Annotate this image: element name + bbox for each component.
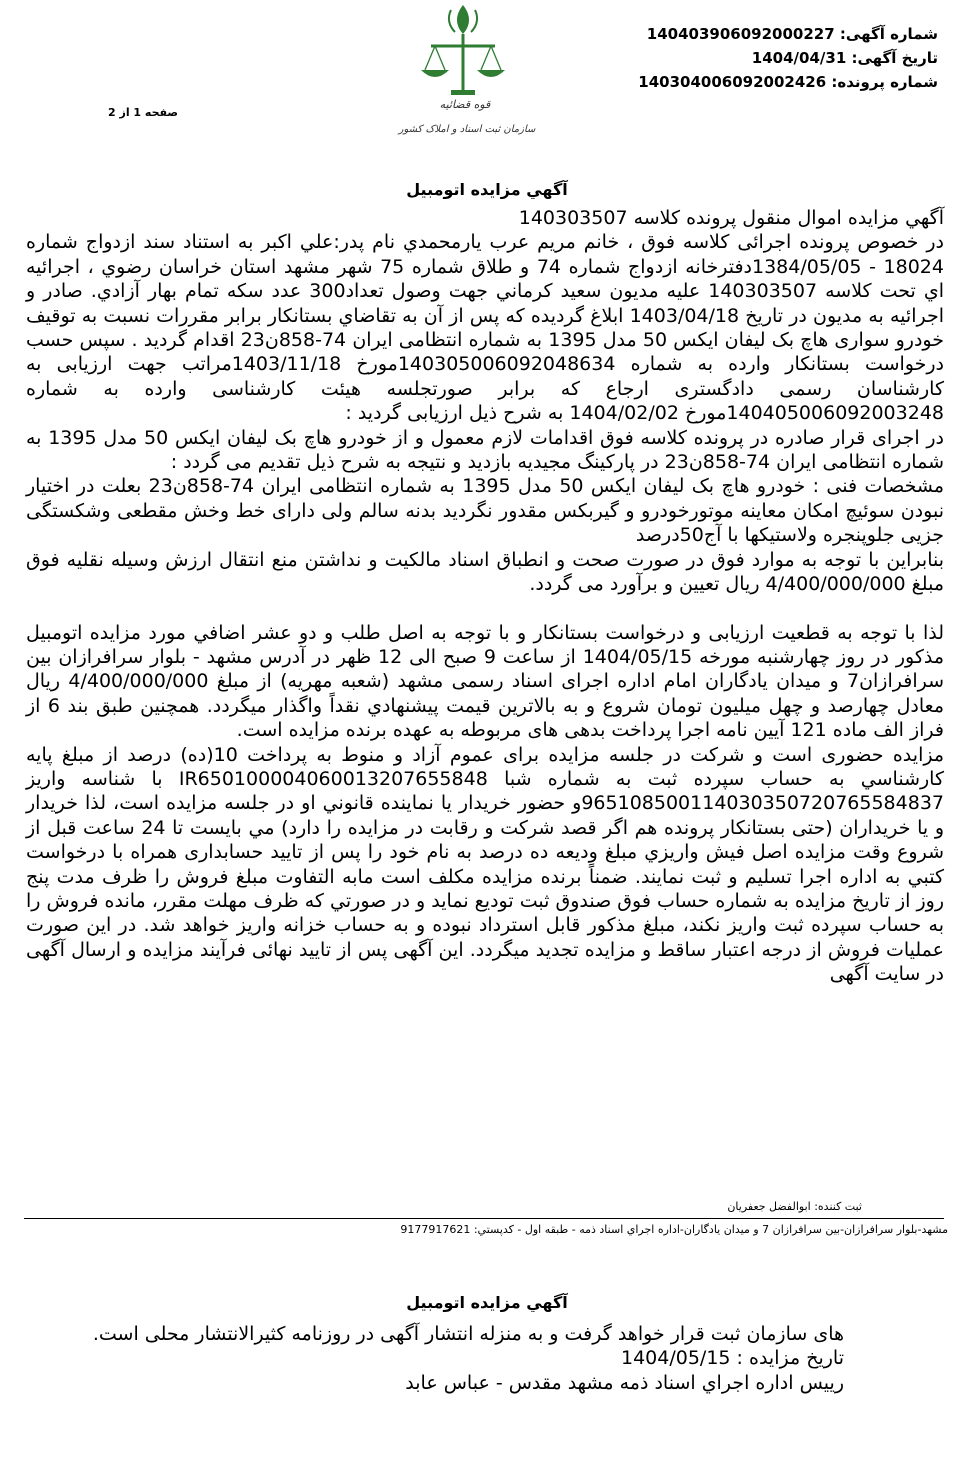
svg-text:سازمان ثبت اسناد و املاک کشور: سازمان ثبت اسناد و املاک کشور	[398, 124, 536, 135]
case-number-row	[638, 70, 938, 94]
tail-signature: رييس اداره اجراي اسناد ذمه مشهد مقدس - عباس عابد	[405, 1371, 844, 1394]
document-body	[26, 206, 944, 987]
judiciary-scales-emblem-icon	[385, 0, 555, 140]
case-number: 140304006092002426	[638, 73, 827, 91]
document-tail	[24, 1322, 844, 1395]
paragraph-case: در خصوص پرونده اجرائی کلاسه فوق ، خانم مريم عرب يارمحمدي نام پدر:علي اکبر به استناد سند ازدواج شماره 18024 - 1384/05/05دفترخانه ازدواج شماره 74 و طلاق شماره 75 شهر مشهد استان خراسان رضوي ، اجرائيه اي تحت کلاسه 140303507 عليه مديون سعيد کرماني جهت وصول تعداد300 عدد سکه تمام بهار آزادي. صادر و اجرائيه به مديون در تاريخ 1403/04/18 ابلاغ گرديده که پس از آن به تقاضاي بستانکار برابر مقررات نسبت به توقيف خودرو سواری هاچ بک ليفان ايکس 50 مدل 1395 به شماره انتظامی ايران 74-858ن23 اقدام گرديد . سپس حسب درخواست بستانکار وارده به شماره 140305006092048634مورخ 1403/11/18مراتب جهت ارزيابی به کارشناسان رسمی دادگستری ارجاع که برابر صورتجلسه هيئت کارشناسی وارده به شماره 140405006092003248مورخ 1404/02/02 به شرح ذيل ارزيابی گرديد :	[26, 231, 945, 425]
paragraph-intro: آگهي مزايده اموال منقول پرونده کلاسه 140303507	[518, 207, 944, 229]
paragraph-inspection: در اجرای قرار صادره در پرونده کلاسه فوق اقدامات لازم معمول و از خودرو هاچ بک ليفان ايکس 50 مدل 1395 به شماره انتظامی ايران 74-858ن23 در پارکينگ مجيديه بازديد و نتيجه به شرح ذيل تقديم می گردد :	[26, 426, 944, 474]
page-number: صفحه 1 از 2	[108, 106, 179, 119]
divider	[24, 1218, 944, 1219]
office-address: مشهد-بلوار سرافرازان-بين سرافرازان 7 و ميدان يادگاران-اداره اجراي اسناد ذمه - طبقه اول - کدپستي: 9177917621	[400, 1223, 948, 1236]
case-number-label: شماره پرونده:	[831, 73, 938, 91]
document-title-page2: آگهي مزايده اتومبيل	[406, 1293, 568, 1312]
paragraph-gap	[26, 597, 944, 621]
paragraph-specs: مشخصات فنی : خودرو هاچ بک ليفان ايکس 50 مدل 1395 به شماره انتظامی ايران 74-858ن23 بعلت در اختيار نبودن سوئيچ امکان معاينه موتورخودرو و گيربکس مقدور نگرديد بدنه سالم ولی دارای خط وخش مقطعی وشکستگی جزيی جلوپنجره ولاستيکها با آج50درصد	[26, 475, 944, 547]
tail-auction-date: تاريخ مزايده : 1404/05/15	[621, 1347, 844, 1370]
document-title: آگهي مزايده اتومبيل	[406, 180, 568, 199]
svg-text:قوه قضائیه: قوه قضائیه	[439, 98, 491, 111]
paragraph-valuation: بنابراين با توجه به موارد فوق در صورت صحت و انطباق اسناد مالکيت و نداشتن منع انتقال ارزش وسيله نقليه فوق مبلغ 4/400/000/000 ريال تعيين و برآورد می گردد.	[26, 548, 944, 596]
ad-date: 1404/04/31	[751, 49, 847, 67]
ad-meta	[638, 22, 938, 94]
ad-number-row	[638, 22, 938, 46]
ad-number: 140403906092000227	[646, 25, 835, 43]
ad-date-row	[638, 46, 938, 70]
ad-date-label: تاریخ آگهی:	[851, 49, 938, 67]
ad-number-label: شماره آگهی:	[839, 25, 938, 43]
paragraph-auction-date: لذا با توجه به قطعيت ارزيابی و درخواست بستانکار و با توجه به اصل طلب و دو عشر اضافي مورد مزايده اتومبيل مذکور در روز چهارشنبه مورخه 1404/05/15 از ساعت 9 صبح الی 12 ظهر در آدرس مشهد - بلوار سرافرازان بين سرافرازان7 و ميدان يادگاران امام اداره اجرای اسناد رسمی مشهد (شعبه مهريه) از مبلغ 4/400/000/000 ريال معادل چهارصد و چهل ميليون تومان شروع و به بالاترين قيمت پيشنهادي نقداً واگذار ميگردد. همچنين طبق بند 6 از فراز الف ماده 121 آيين نامه اجرا پرداخت بدهی های مربوطه به عهده برنده مزايده است.	[26, 621, 945, 742]
paragraph-terms: مزايده حضوری است و شرکت در جلسه مزايده برای عموم آزاد و منوط به پرداخت 10(ده) درصد از مبلغ پايه کارشناسي به حساب سپرده ثبت به شماره شبا IR650100004060013207655848 با شناسه واريز 965108500114030350720765584837و حضور خريدار يا نماينده قانوني او در جلسه مزايده است، لذا خريدار و يا خريداران (حتی بستانکار پرونده هم اگر قصد شرکت و رقابت در مزايده را دارد) مي بايست تا 24 ساعت قبل از شروع وقت مزايده اصل فيش واريزي مبلغ وديعه ده درصد به نام خود را پس از تاييد حسابداری همراه با درخواست کتبي به اداره اجرا تسليم و ثبت نمايند. ضمناً برنده مزايده مکلف است مابه التفاوت مبلغ فروش را ظرف مدت پنج روز از تاريخ مزايده به شماره حساب فوق صندوق ثبت توديع نمايد و در صورتي که ظرف مهلت مقرر، مانده فروش را به حساب سپرده ثبت واريز نکند، مبلغ مذکور قابل استرداد نبوده و به حساب خزانه واريز خواهد شد. در اين صورت عمليات فروش از درجه اعتبار ساقط و مزايده تجديد ميگردد. اين آگهی پس از تاييد نهائی فرآيند مزايده و ارسال آگهی در سايت آگهی	[26, 743, 945, 986]
tail-line-1: های سازمان ثبت قرار خواهد گرفت و به منزله انتشار آگهی در روزنامه کثيرالانتشار محلی است.	[92, 1323, 844, 1345]
recorder: ثبت کننده: ابوالفضل جعفريان	[727, 1200, 862, 1213]
